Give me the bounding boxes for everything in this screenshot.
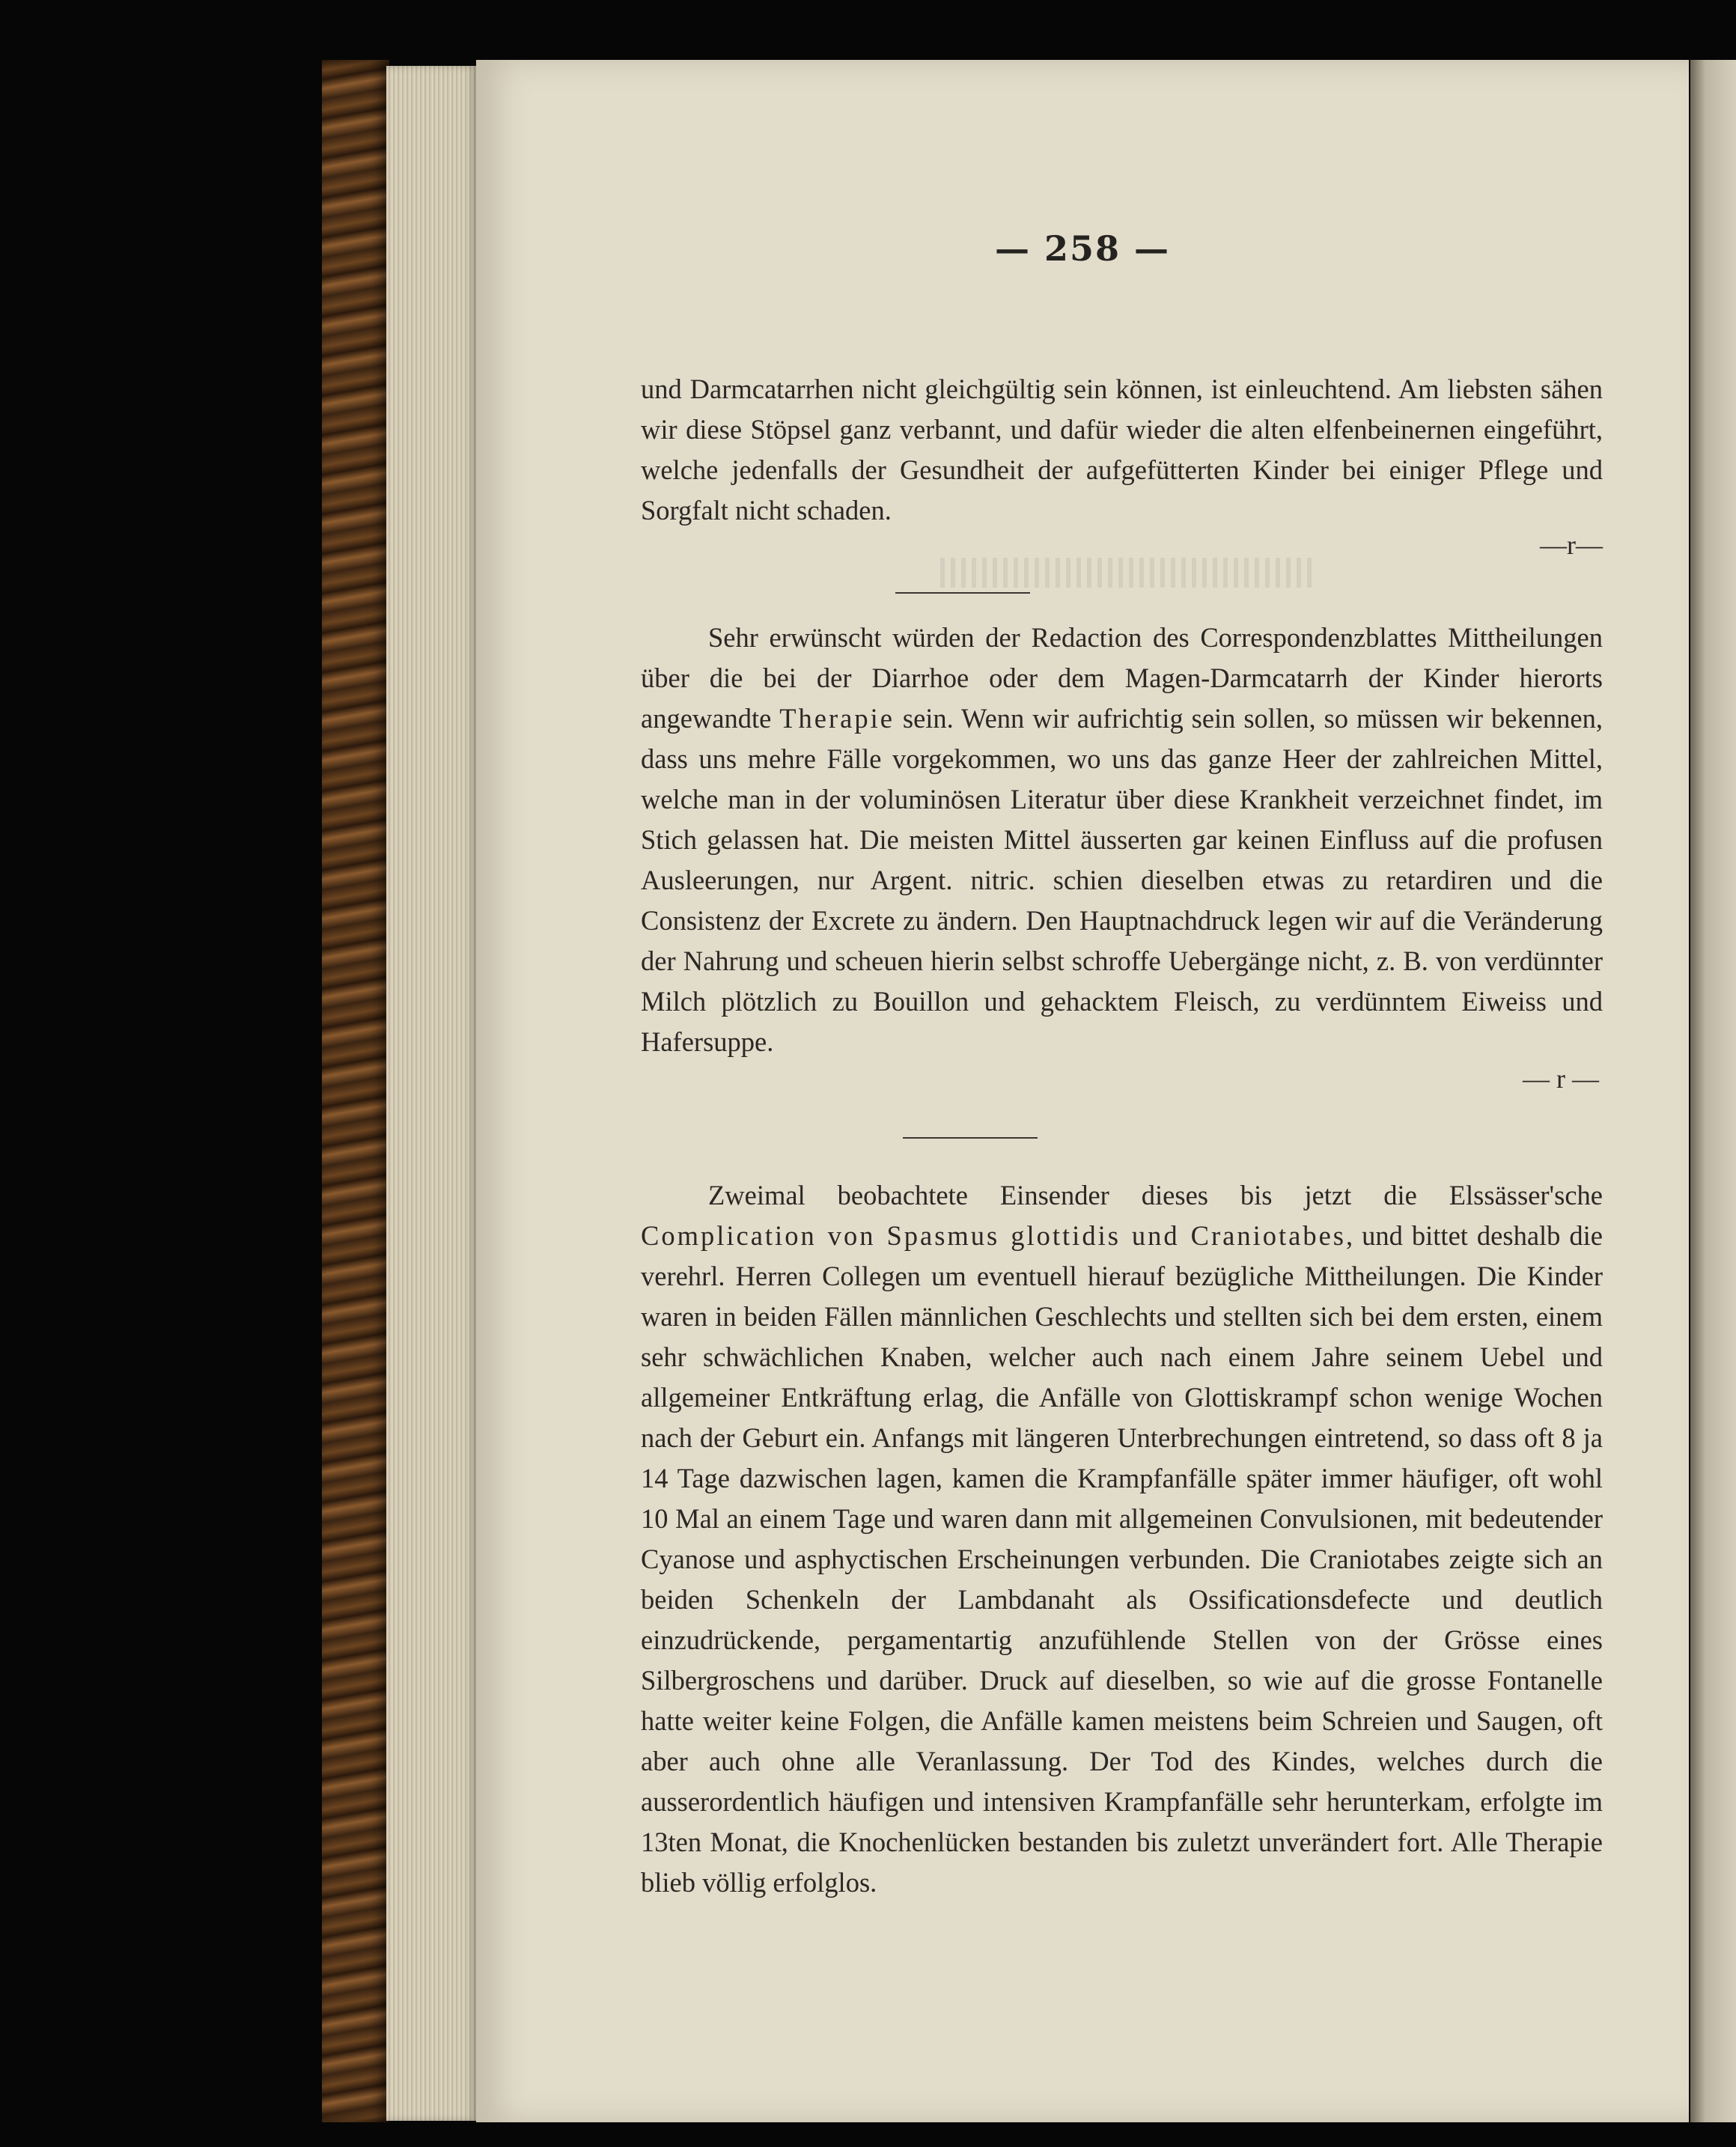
paragraph-3 (641, 1175, 1603, 1903)
paragraph-2-spaced-word: Therapie (779, 703, 895, 734)
book (322, 60, 1736, 2122)
paragraph-3-text-a: Zweimal beobachtete Einsender dieses bis jetzt die Elssässer'sche (708, 1180, 1603, 1210)
right-page-edge (1690, 60, 1736, 2122)
paragraph-2 (641, 618, 1603, 1062)
signature-2: — r — (1523, 1064, 1599, 1094)
paragraph-1-line-3: alten elfenbeinernen eingeführt, welche jedenfalls der Gesundheit der (641, 414, 1603, 485)
paragraph-3-text-b: , und bittet deshalb die verehrl. Herren Collegen um eventuell hierauf bezügliche Mittheilungen. Die Kinder waren in beiden Fällen männlichen Geschlechts und stellten sich bei dem ersten, einem sehr schwächlichen Knaben, welcher auch nach einem Jahre seinem Uebel und allgemeiner Entkräftung erlag, die Anfälle von Glottiskrampf schon wenige Wochen nach der Geburt ein. Anfangs mit längeren Unterbrechungen eintretend, so dass oft 8 ja 14 Tage dazwischen lagen, kamen die Krampfanfälle später immer häufiger, oft wohl 10 Mal an einem Tage und waren dann mit allgemeinen Convulsionen, mit bedeutender Cyanose und asphyctischen Erscheinungen verbunden. Die Craniotabes zeigte sich an beiden Schenkeln der Lambdanaht als Ossificationsdefecte und deutlich einzudrückende, pergamentartig anzufühlende Stellen von der Grösse eines Silbergroschens und darüber. Druck auf dieselben, so wie auf die grosse Fontanelle hatte weiter keine Folgen, die Anfälle kamen meistens beim Schreien und Saugen, oft aber auch ohne alle Veranlassung. Der Tod des Kindes, welches durch die ausserordentlich häufigen und intensiven Krampfanfälle sehr herunterkam, erfolgte im 13ten Monat, die Knochenlücken bestanden bis zuletzt unverändert fort. Alle Therapie blieb völlig erfolglos. (641, 1220, 1603, 1898)
page-number: — 258 — (994, 228, 1171, 269)
paragraph-2-text-b: sein. Wenn wir aufrichtig sein sollen, so müssen wir bekennen, dass uns mehre Fälle vorgekommen, wo uns das ganze Heer der zahlreichen Mittel, welche man in der voluminösen Literatur über diese Krankheit verzeichnet findet, im Stich gelassen hat. Die meisten Mittel äusserten gar keinen Einfluss auf die profusen Ausleerungen, nur Argent. nitric. schien dieselben etwas zu retardiren und die Consistenz der Excrete zu ändern. Den Hauptnachdruck legen wir auf die Veränderung der Nahrung und scheuen hierin selbst schroffe Uebergänge nicht, z. B. von verdünnter Milch plötzlich zu Bouillon und gehacktem Fleisch, zu verdünntem Eiweiss und Hafersuppe. (641, 703, 1603, 1057)
paragraph-1-line-2: liebsten sähen wir diese Stöpsel ganz verbannt, und dafür wieder die (641, 374, 1603, 445)
marbled-cover-edge (322, 60, 389, 2122)
page-edges (386, 66, 476, 2121)
signature-1: —r— (1540, 530, 1603, 560)
paragraph-1-line-1: und Darmcatarrhen nicht gleichgültig sein können, ist einleuchtend. Am (641, 374, 1440, 404)
section-divider-2 (903, 1137, 1038, 1139)
paragraph-1-line-4: aufgefütterten Kinder bei einiger Pflege und Sorgfalt nicht schaden. (641, 454, 1603, 526)
left-page (476, 60, 1689, 2122)
section-divider-1 (895, 592, 1030, 594)
paragraph-1 (641, 369, 1603, 531)
paragraph-2-text-a: Sehr erwünscht würden der Redaction des Correspondenzblattes Mittheilungen über die bei der Diarrhoe oder dem Magen-Darmcatarrh der Kinder hierorts angewandte (641, 622, 1603, 734)
bleed-through (940, 558, 1315, 588)
paragraph-3-spaced-phrase: Complication von Spasmus glottidis und Craniotabes (641, 1220, 1347, 1251)
